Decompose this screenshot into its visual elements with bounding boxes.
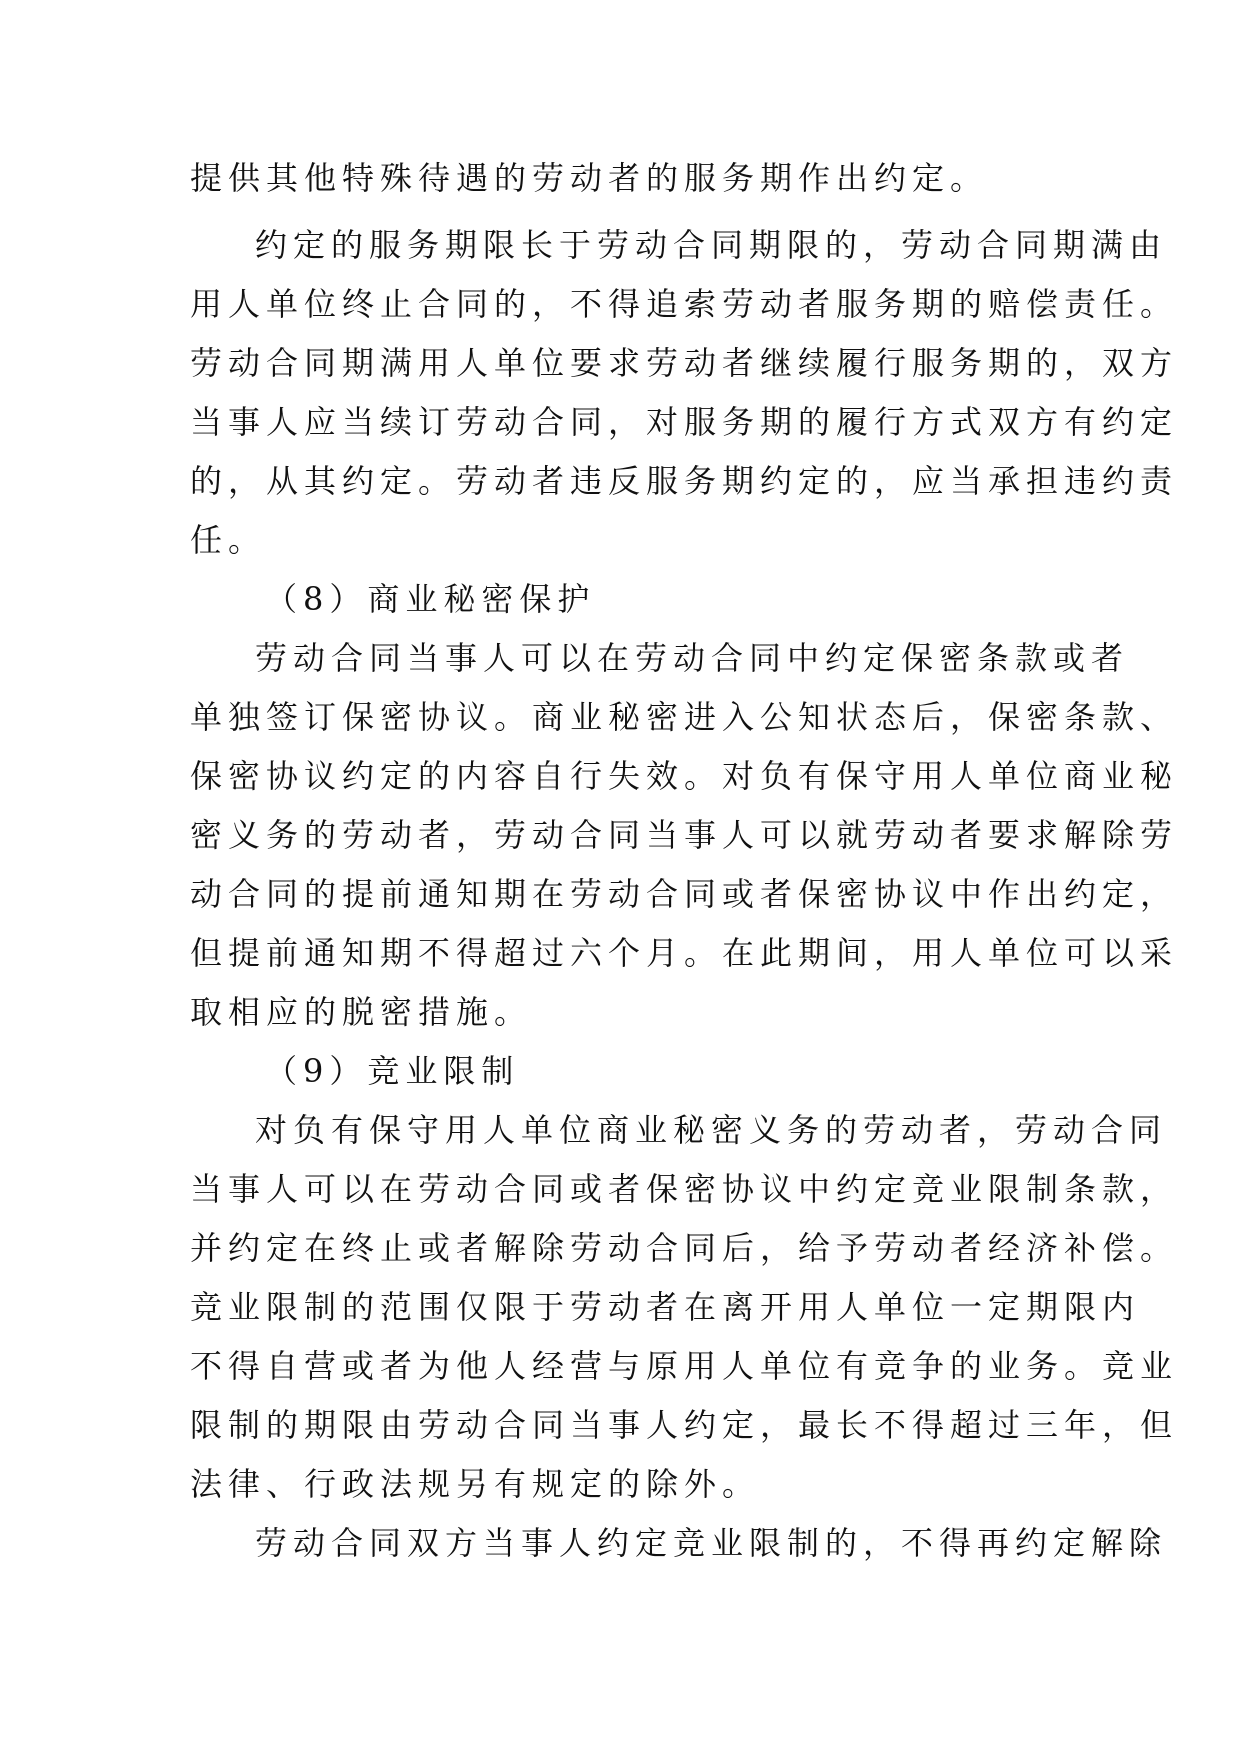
text-line: 不得自营或者为他人经营与原用人单位有竞争的业务。竞业 xyxy=(190,1347,1179,1385)
section-heading-trade-secret: （8）商业秘密保护 xyxy=(265,580,596,618)
text-line: 当事人应当续订劳动合同，对服务期的履行方式双方有约定 xyxy=(190,403,1179,441)
section-heading-non-compete: （9）竞业限制 xyxy=(265,1052,520,1090)
text-line: 当事人可以在劳动合同或者保密协议中约定竞业限制条款， xyxy=(190,1170,1179,1208)
text-line: 劳动合同期满用人单位要求劳动者继续履行服务期的，双方 xyxy=(190,344,1179,382)
text-line: 取相应的脱密措施。 xyxy=(190,993,533,1031)
text-line: 竞业限制的范围仅限于劳动者在离开用人单位一定期限内 xyxy=(190,1288,1141,1326)
text-line: 单独签订保密协议。商业秘密进入公知状态后，保密条款、 xyxy=(190,698,1179,736)
paragraph-start-line: 劳动合同双方当事人约定竞业限制的，不得再约定解除 xyxy=(255,1524,1168,1562)
text-line: 并约定在终止或者解除劳动合同后，给予劳动者经济补偿。 xyxy=(190,1229,1179,1267)
text-line: 法律、行政法规另有规定的除外。 xyxy=(190,1465,761,1503)
text-line: 用人单位终止合同的，不得追索劳动者服务期的赔偿责任。 xyxy=(190,285,1179,323)
paragraph-start-line: 约定的服务期限长于劳动合同期限的，劳动合同期满由 xyxy=(255,226,1168,264)
text-line: 提供其他特殊待遇的劳动者的服务期作出约定。 xyxy=(190,159,989,197)
paragraph-start-line: 对负有保守用人单位商业秘密义务的劳动者，劳动合同 xyxy=(255,1111,1168,1149)
text-line: 但提前通知期不得超过六个月。在此期间，用人单位可以采 xyxy=(190,934,1179,972)
text-line: 保密协议约定的内容自行失效。对负有保守用人单位商业秘 xyxy=(190,757,1179,795)
paragraph-start-line: 劳动合同当事人可以在劳动合同中约定保密条款或者 xyxy=(255,639,1130,677)
text-line: 任。 xyxy=(190,521,267,559)
text-line: 动合同的提前通知期在劳动合同或者保密协议中作出约定， xyxy=(190,875,1179,913)
text-line: 密义务的劳动者，劳动合同当事人可以就劳动者要求解除劳 xyxy=(190,816,1179,854)
text-line: 限制的期限由劳动合同当事人约定，最长不得超过三年，但 xyxy=(190,1406,1179,1444)
text-line: 的，从其约定。劳动者违反服务期约定的，应当承担违约责 xyxy=(190,462,1179,500)
